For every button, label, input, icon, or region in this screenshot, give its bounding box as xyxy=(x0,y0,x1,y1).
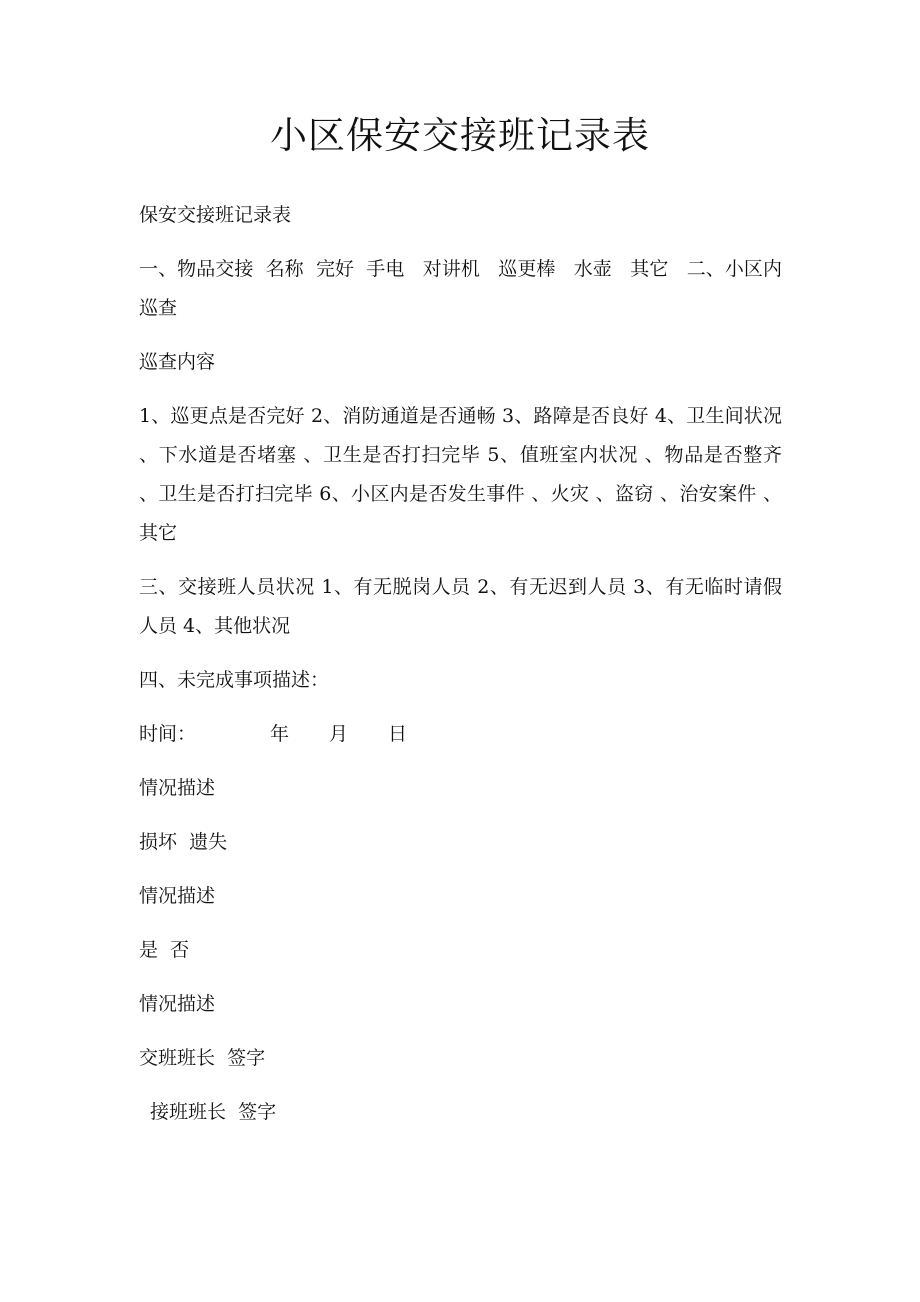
patrol-items: 1、巡更点是否完好 2、消防通道是否通畅 3、路障是否良好 4、卫生间状况 、下水道是否堵塞 、卫生是否打扫完毕 5、值班室内状况 、物品是否整齐 、卫生是否打扫完毕 6、小区内是否发生事件 、火灾 、盗窃 、治安案件 、其它 xyxy=(139,405,782,544)
time-label: 时间： xyxy=(139,723,197,745)
situation-description-3: 情况描述 xyxy=(139,993,216,1015)
section-staff-status: 三、交接班人员状况 1、有无脱岗人员 2、有无迟到人员 3、有无临时请假人员 4、其他状况 xyxy=(139,576,782,637)
situation-description-2: 情况描述 xyxy=(139,885,216,907)
subtitle: 保安交接班记录表 xyxy=(139,204,292,226)
year-label: 年 xyxy=(270,723,290,745)
handover-signature: 交班班长 签字 xyxy=(139,1047,266,1069)
patrol-heading: 巡查内容 xyxy=(139,351,216,373)
document-title: 小区保安交接班记录表 xyxy=(270,114,650,157)
section-unfinished: 四、未完成事项描述： xyxy=(139,669,330,691)
damage-lost-options: 损坏 遗失 xyxy=(139,831,228,853)
date-line xyxy=(139,715,782,754)
situation-description-1: 情况描述 xyxy=(139,777,216,799)
takeover-signature: 接班班长 签字 xyxy=(150,1101,277,1123)
section-item-handover: 一、物品交接 名称 完好 手电 对讲机 巡更棒 水壶 其它 二、小区内巡查 xyxy=(139,258,782,319)
document-body xyxy=(139,196,782,1147)
yes-no-options: 是 否 xyxy=(139,939,190,961)
day-label: 日 xyxy=(388,723,408,745)
month-label: 月 xyxy=(329,723,349,745)
